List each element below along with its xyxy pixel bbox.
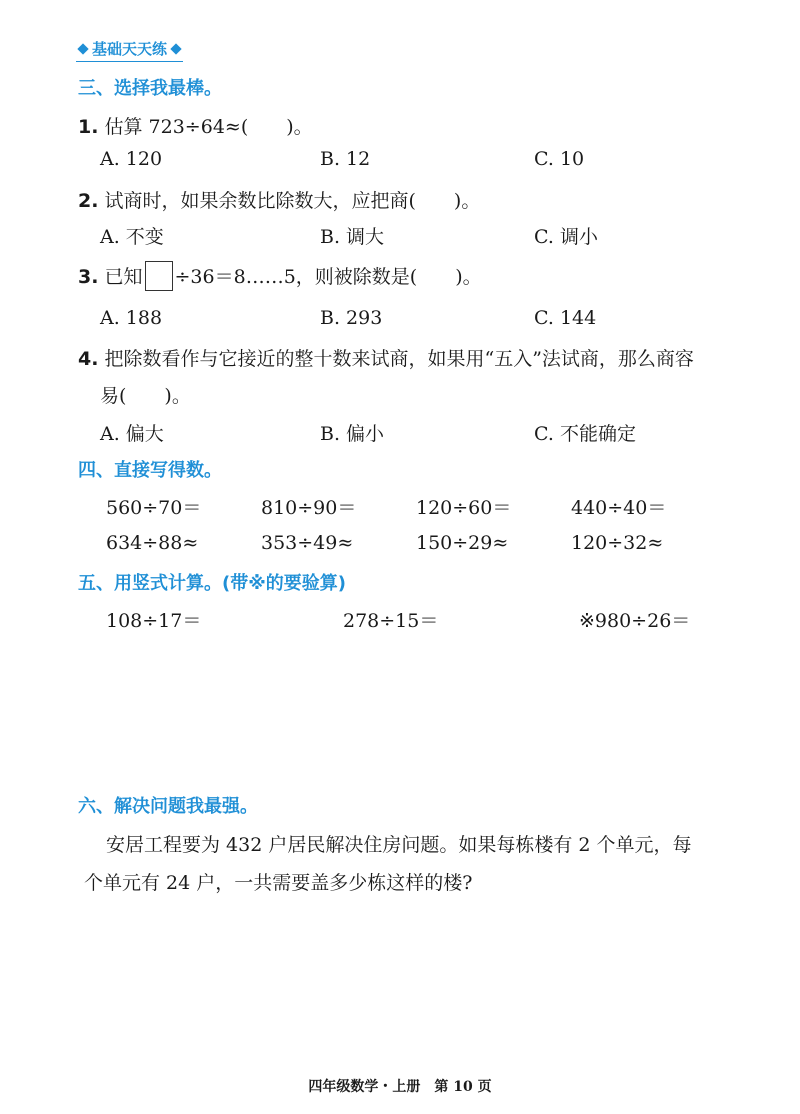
- diamond-icon: [170, 43, 181, 54]
- option-a[interactable]: A. 188: [100, 307, 163, 329]
- section-5-title: 五、用竖式计算。(带※的要验算): [78, 573, 346, 594]
- mental-math-item: 120÷32≈: [571, 532, 664, 554]
- mental-math-item: 120÷60＝: [416, 497, 512, 519]
- option-b[interactable]: B. 调大: [320, 226, 385, 248]
- option-c[interactable]: C. 不能确定: [534, 423, 636, 445]
- option-b[interactable]: B. 293: [320, 307, 383, 329]
- question-text: 估算 723÷64≈( )。: [104, 116, 313, 138]
- answer-blank-box[interactable]: [145, 261, 173, 291]
- question-text: 试商时，如果余数比除数大，应把商( )。: [104, 190, 481, 212]
- question-1: [78, 112, 313, 139]
- option-b[interactable]: B. 偏小: [320, 423, 385, 445]
- tag-label: 基础天天练: [92, 40, 168, 58]
- option-b[interactable]: B. 12: [320, 148, 371, 170]
- diamond-icon: [77, 43, 88, 54]
- question-3: [78, 262, 482, 293]
- mental-math-item: 440÷40＝: [571, 497, 667, 519]
- vertical-calc-item: 108÷17＝: [106, 610, 202, 632]
- word-problem-line-1: 安居工程要为 432 户居民解决住房问题。如果每栋楼有 2 个单元，每: [106, 834, 692, 856]
- section-3-title: 三、选择我最棒。: [78, 78, 222, 99]
- question-text-post: ÷36＝8……5，则被除数是( )。: [174, 266, 482, 288]
- question-number: 3.: [78, 266, 99, 288]
- section-6-title: 六、解决问题我最强。: [78, 796, 258, 817]
- page-footer: 四年级数学・上册 第 10 页: [308, 1079, 492, 1095]
- mental-math-item: 560÷70＝: [106, 497, 202, 519]
- question-number: 2.: [78, 190, 99, 212]
- mental-math-item: 810÷90＝: [261, 497, 357, 519]
- option-a[interactable]: A. 不变: [100, 226, 164, 248]
- question-text: 把除数看作与它接近的整十数来试商，如果用“五入”法试商，那么商容: [104, 348, 694, 370]
- word-problem-line-2: 个单元有 24 户，一共需要盖多少栋这样的楼?: [84, 872, 473, 894]
- question-number: 4.: [78, 348, 99, 370]
- option-a[interactable]: A. 偏大: [100, 423, 164, 445]
- vertical-calc-item: 278÷15＝: [343, 610, 439, 632]
- section-4-title: 四、直接写得数。: [78, 460, 222, 481]
- mental-math-item: 634÷88≈: [106, 532, 199, 554]
- option-c[interactable]: C. 10: [534, 148, 585, 170]
- question-2: [78, 186, 480, 213]
- question-4-line-2: 易( )。: [100, 385, 191, 407]
- vertical-calc-item: ※980÷26＝: [579, 610, 691, 632]
- option-c[interactable]: C. 144: [534, 307, 597, 329]
- mental-math-item: 150÷29≈: [416, 532, 509, 554]
- mental-math-item: 353÷49≈: [261, 532, 354, 554]
- option-c[interactable]: C. 调小: [534, 226, 598, 248]
- section-tag: [76, 38, 183, 62]
- question-4: [78, 344, 694, 371]
- question-number: 1.: [78, 116, 99, 138]
- option-a[interactable]: A. 120: [100, 148, 163, 170]
- question-text-pre: 已知: [104, 266, 143, 288]
